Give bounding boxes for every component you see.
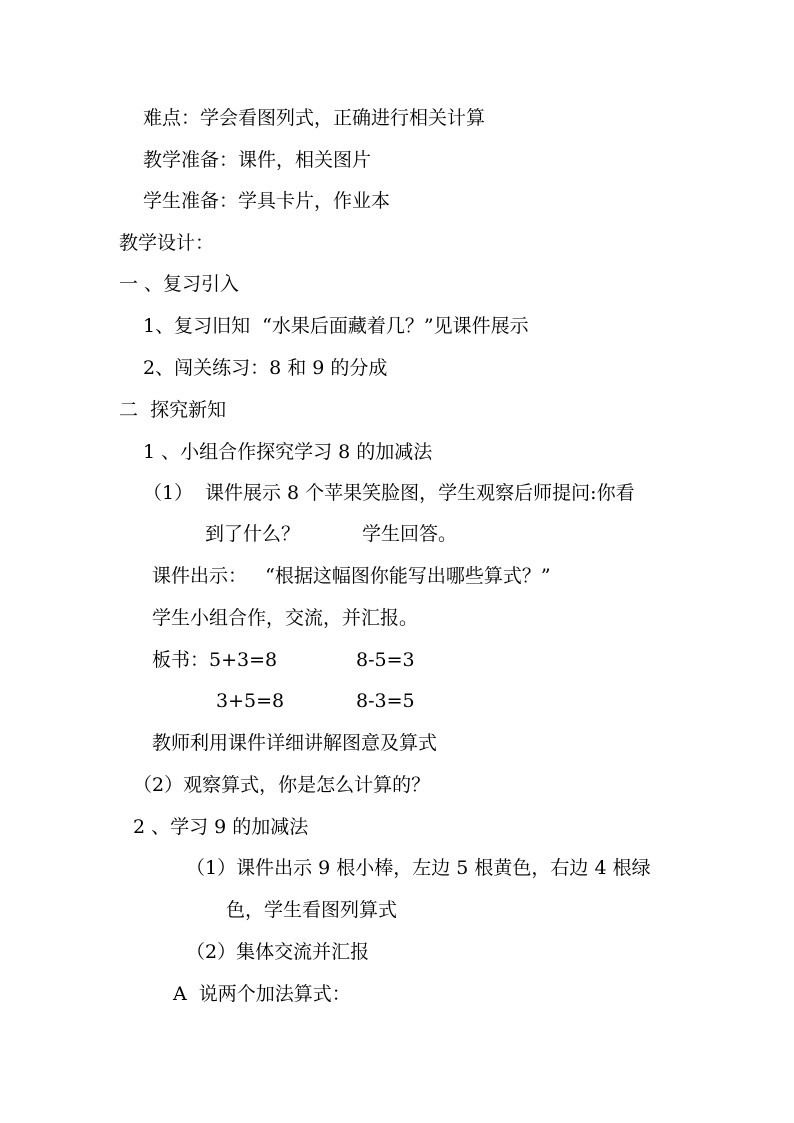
step-1-question: 到了什么？: [205, 523, 301, 545]
review-item-2: 2、闯关练习：8 和 9 的分成: [143, 357, 388, 379]
section-one-heading: 一 、复习引入: [119, 273, 240, 295]
board-equation-2: 8-5=3: [356, 649, 415, 671]
review-item-1: 1、复习旧知 “水果后面藏着几？”见课件展示: [143, 315, 529, 337]
board-equation-4: 8-3=5: [356, 690, 415, 712]
board-equation-1: 板书：5+3=8: [152, 649, 278, 671]
step-2-line: （2）观察算式，你是怎么计算的？: [133, 774, 431, 796]
step-1-marker: （1）: [143, 482, 194, 504]
group-work-line: 学生小组合作，交流，并汇报。: [152, 607, 419, 629]
student-prep-line: 学生准备：学具卡片，作业本: [143, 190, 391, 212]
subsection-1-heading: 1 、小组合作探究学习 8 的加减法: [143, 441, 433, 463]
difficulty-line: 难点：学会看图列式，正确进行相关计算: [143, 107, 486, 129]
nine-step-2: （2）集体交流并汇报: [186, 941, 370, 963]
teacher-prep-line: 教学准备：课件，相关图片: [143, 149, 372, 171]
nine-step-1-cont: 色，学生看图列算式: [226, 899, 398, 921]
teacher-explain-line: 教师利用课件详细讲解图意及算式: [152, 732, 438, 754]
step-1-text: 课件展示 8 个苹果笑脸图，学生观察后师提问:你看: [205, 482, 635, 504]
section-two-heading: 二 探究新知: [119, 399, 227, 421]
board-equation-3: 3+5=8: [216, 690, 285, 712]
item-a-line: A 说两个加法算式：: [173, 983, 351, 1005]
nine-step-1: （1）课件出示 9 根小棒，左边 5 根黄色，右边 4 根绿: [186, 857, 651, 879]
courseware-prompt: 课件出示： “根据这幅图你能写出哪些算式？”: [152, 565, 551, 587]
step-1-answer: 学生回答。: [362, 523, 458, 545]
subsection-2-heading: 2 、学习 9 的加减法: [133, 816, 309, 838]
teaching-design-heading: 教学设计：: [119, 232, 215, 254]
